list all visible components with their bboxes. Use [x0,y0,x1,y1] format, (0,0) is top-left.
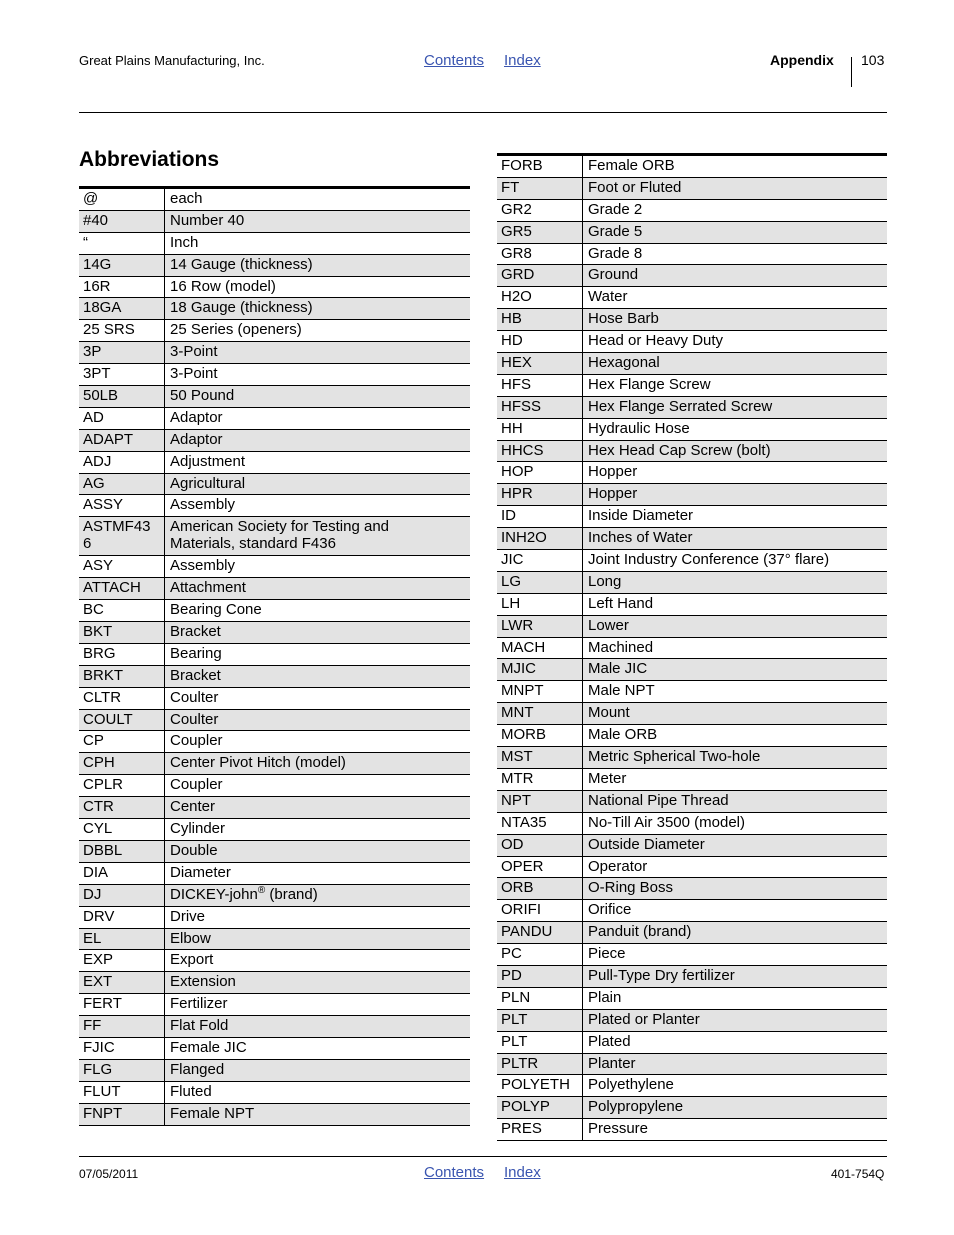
abbreviation-meaning: Plated [588,1032,631,1050]
table-row [497,1097,887,1119]
table-row [79,841,470,863]
header-rule [79,112,887,113]
table-row [497,638,887,660]
contents-link[interactable]: Contents [424,52,485,69]
abbreviation-code: FT [497,178,583,199]
abbreviation-meaning: Polyethylene [588,1076,674,1094]
abbreviation-meaning: Female NPT [170,1104,255,1122]
table-row [497,244,887,266]
table-row [497,791,887,813]
abbreviation-code: LG [497,572,583,593]
table-row [79,1038,470,1060]
abbreviation-meaning: National Pipe Thread [588,791,729,809]
abbreviation-meaning: Ground [588,266,639,284]
abbreviation-meaning: No-Till Air 3500 (model) [588,813,745,831]
abbreviation-code: AD [79,408,165,429]
abbreviation-meaning: O-Ring Boss [588,879,674,897]
table-row [79,1082,470,1104]
abbreviation-code: MTR [497,769,583,790]
abbreviation-code: DBBL [79,841,165,862]
abbreviation-meaning: Orifice [588,901,632,919]
table-row [79,950,470,972]
abbreviation-code: ORB [497,878,583,899]
abbreviation-meaning: Grade 8 [588,244,643,262]
abbreviation-code: ASTMF43 6 [79,517,165,555]
abbreviation-code: PRES [497,1119,583,1140]
table-row [79,994,470,1016]
abbreviation-code: MST [497,747,583,768]
table-row [79,600,470,622]
table-row [79,819,470,841]
abbreviation-meaning: Operator [588,857,648,875]
abbreviation-meaning: Water [588,288,628,306]
abbreviation-code: FLUT [79,1082,165,1103]
footer-date: 07/05/2011 [79,1167,139,1181]
table-row [497,397,887,419]
abbreviation-meaning: Bracket [170,666,221,684]
abbreviation-meaning: Male JIC [588,660,648,678]
table-row [497,703,887,725]
abbreviation-meaning: Hex Head Cap Screw (bolt) [588,441,771,459]
table-row [497,1075,887,1097]
table-row [79,972,470,994]
abbreviation-meaning: Hex Flange Serrated Screw [588,397,773,415]
abbreviation-code: FLG [79,1060,165,1081]
abbreviation-meaning: 25 Series (openers) [170,321,302,339]
abbreviation-meaning: Female ORB [588,157,675,174]
header-divider [851,57,852,87]
abbreviation-code: 18GA [79,298,165,319]
abbreviation-code: GR2 [497,200,583,221]
abbreviation-code: MACH [497,638,583,659]
abbreviation-code: CPLR [79,775,165,796]
abbreviation-meaning: Foot or Fluted [588,178,682,196]
abbreviation-code: PLT [497,1032,583,1053]
abbreviation-code: 25 SRS [79,320,165,341]
abbreviation-meaning: Meter [588,769,627,787]
abbreviation-code: ATTACH [79,578,165,599]
table-row [79,386,470,408]
abbreviation-meaning: Hexagonal [588,354,660,372]
abbreviation-meaning: Coulter [170,710,219,728]
abbreviation-meaning: Flat Fold [170,1017,229,1035]
abbreviation-meaning: Double [170,841,218,859]
table-row [497,506,887,528]
abbreviation-code: ADJ [79,452,165,473]
table-row [497,353,887,375]
company-name: Great Plains Manufacturing, Inc. [79,53,265,68]
table-row [79,430,470,452]
abbreviation-meaning: Export [170,951,214,969]
abbreviation-meaning: Long [588,572,622,590]
abbreviation-meaning: Hopper [588,485,638,503]
table-row [497,528,887,550]
abbreviation-code: 16R [79,277,165,298]
abbreviation-meaning: 16 Row (model) [170,277,276,295]
abbreviation-code: HD [497,331,583,352]
abbreviation-meaning: Hose Barb [588,310,659,328]
abbreviation-meaning: American Society for Testing and Materials, standard F436 [170,518,390,553]
abbreviation-code: BKT [79,622,165,643]
table-row [497,944,887,966]
table-row [79,753,470,775]
abbreviation-code: HB [497,309,583,330]
meaning-text: DICKEY-john [170,885,258,903]
abbreviation-meaning: Inches of Water [588,529,693,547]
table-row [497,922,887,944]
footer-contents-link[interactable]: Contents [424,1164,485,1181]
abbreviation-meaning: Inside Diameter [588,507,694,525]
abbreviation-code: PC [497,944,583,965]
abbreviation-code: PLTR [497,1054,583,1075]
abbreviation-code: HHCS [497,441,583,462]
table-row [497,484,887,506]
table-row [497,966,887,988]
table-row [79,233,470,255]
table-row [79,320,470,342]
abbreviation-code: NTA35 [497,813,583,834]
table-row [497,857,887,879]
abbreviation-meaning: Female JIC [170,1038,247,1056]
abbreviation-meaning: Flanged [170,1060,225,1078]
abbreviation-meaning: Coulter [170,688,219,706]
footer-index-link[interactable]: Index [504,1164,541,1181]
abbreviation-code: FJIC [79,1038,165,1059]
abbreviation-code: HFS [497,375,583,396]
abbreviation-meaning: Planter [588,1054,636,1072]
table-row [497,769,887,791]
table-row [79,364,470,386]
table-row [79,298,470,320]
abbreviation-meaning: Joint Industry Conference (37° flare) [588,551,830,569]
abbreviation-meaning: Assembly [170,557,236,575]
table-row [497,309,887,331]
abbreviation-meaning: Assembly [170,496,236,514]
table-row [497,988,887,1010]
abbreviation-code: CTR [79,797,165,818]
abbreviation-meaning: Cylinder [170,820,226,838]
table-row [79,797,470,819]
table-row [497,594,887,616]
table-row [497,878,887,900]
meaning-suffix: (brand) [265,885,318,903]
table-row [79,929,470,951]
table-row [497,616,887,638]
abbreviation-code: CLTR [79,688,165,709]
abbreviation-code: ASSY [79,495,165,516]
abbreviation-meaning: Grade 2 [588,200,643,218]
abbreviation-code: MJIC [497,659,583,680]
table-row [497,265,887,287]
abbreviation-code: OD [497,835,583,856]
table-row [497,572,887,594]
abbreviation-meaning: Bracket [170,623,221,641]
table-row [497,222,887,244]
abbreviation-meaning: Fluted [170,1082,212,1100]
table-row [79,578,470,600]
abbreviation-meaning: Attachment [170,579,246,597]
abbreviation-code: LH [497,594,583,615]
section-title: Appendix [770,52,834,68]
abbreviation-meaning: Center Pivot Hitch (model) [170,754,346,772]
table-row [79,211,470,233]
abbreviation-code: CPH [79,753,165,774]
abbreviation-meaning: 18 Gauge (thickness) [170,299,313,317]
abbreviation-meaning: Pull-Type Dry fertilizer [588,966,735,984]
abbreviation-code: LWR [497,616,583,637]
table-row [497,178,887,200]
abbreviation-code: PLN [497,988,583,1009]
table-row [497,681,887,703]
abbreviations-table-right [497,153,887,1141]
table-row [497,659,887,681]
abbreviation-code: DRV [79,907,165,928]
table-row [79,863,470,885]
table-row [79,622,470,644]
abbreviation-code: #40 [79,211,165,232]
abbreviation-code: HFSS [497,397,583,418]
abbreviation-meaning: Extension [170,973,236,991]
abbreviation-meaning: Machined [588,638,654,656]
table-row [497,462,887,484]
abbreviation-code: EXT [79,972,165,993]
abbreviation-code: PLT [497,1010,583,1031]
abbreviation-meaning: Piece [588,945,626,963]
table-row [79,775,470,797]
table-row [79,731,470,753]
index-link[interactable]: Index [504,52,541,69]
abbreviation-code: EXP [79,950,165,971]
abbreviation-code: PANDU [497,922,583,943]
abbreviation-meaning: Head or Heavy Duty [588,332,724,350]
abbreviation-code: POLYETH [497,1075,583,1096]
abbreviation-code: ADAPT [79,430,165,451]
abbreviation-meaning: Male ORB [588,726,658,744]
abbreviation-code: POLYP [497,1097,583,1118]
registered-mark: ® [257,884,266,896]
abbreviation-code: FNPT [79,1104,165,1125]
abbreviation-code: GR8 [497,244,583,265]
abbreviation-code: ORIFI [497,900,583,921]
abbreviation-code: CP [79,731,165,752]
abbreviation-code: DJ [79,885,165,906]
table-row [79,688,470,710]
abbreviation-meaning: 3-Point [170,365,218,383]
abbreviation-meaning: Metric Spherical Two-hole [588,748,761,766]
abbreviation-code: H2O [497,287,583,308]
abbreviation-meaning: Inch [170,233,199,251]
table-row [79,517,470,556]
abbreviation-meaning: Agricultural [170,474,246,492]
table-row [79,1016,470,1038]
abbreviation-code: PD [497,966,583,987]
table-row [79,556,470,578]
table-row [79,1104,470,1126]
page-number: 103 [861,52,885,68]
table-row [79,1060,470,1082]
table-row [497,331,887,353]
table-row [79,189,470,211]
table-row [79,710,470,732]
abbreviation-code: 3PT [79,364,165,385]
table-row [497,725,887,747]
abbreviation-code: 14G [79,255,165,276]
abbreviation-code: BC [79,600,165,621]
abbreviation-code: HEX [497,353,583,374]
table-row [497,156,887,178]
table-row [497,1054,887,1076]
abbreviation-code: CYL [79,819,165,840]
table-row [497,419,887,441]
table-row [497,550,887,572]
abbreviation-meaning: Polypropylene [588,1098,684,1116]
abbreviation-meaning: Bearing [170,644,222,662]
table-row [497,1010,887,1032]
abbreviation-code: DIA [79,863,165,884]
abbreviation-code: 3P [79,342,165,363]
abbreviation-code: OPER [497,857,583,878]
abbreviation-meaning: Coupler [170,732,223,750]
abbreviation-code: BRKT [79,666,165,687]
footer-rule [79,1156,887,1157]
table-row [497,835,887,857]
abbreviation-meaning: Panduit (brand) [588,923,692,941]
abbreviation-meaning: Adaptor [170,430,223,448]
abbreviation-meaning: Hydraulic Hose [588,419,690,437]
abbreviation-code: FERT [79,994,165,1015]
abbreviation-meaning: Male NPT [588,682,655,700]
abbreviation-code: “ [79,233,165,254]
abbreviation-meaning: Lower [588,616,629,634]
abbreviation-code: GR5 [497,222,583,243]
abbreviation-code: NPT [497,791,583,812]
abbreviation-code: COULT [79,710,165,731]
table-row [79,885,470,907]
table-row [79,408,470,430]
abbreviation-code: MORB [497,725,583,746]
table-row [497,900,887,922]
table-row [79,666,470,688]
abbreviation-code: ID [497,506,583,527]
abbreviation-code: MNT [497,703,583,724]
abbreviation-meaning: Fertilizer [170,995,228,1013]
table-row [497,375,887,397]
table-row [497,441,887,463]
abbreviation-code: 50LB [79,386,165,407]
abbreviation-code: JIC [497,550,583,571]
abbreviation-code: HH [497,419,583,440]
abbreviations-table-left [79,186,470,1126]
abbreviation-meaning: each [170,190,203,207]
abbreviation-code: BRG [79,644,165,665]
table-row [497,287,887,309]
table-row [79,255,470,277]
abbreviation-meaning: 50 Pound [170,387,235,405]
table-row [79,495,470,517]
abbreviation-code: GRD [497,265,583,286]
abbreviation-meaning: Adaptor [170,408,223,426]
table-row [79,277,470,299]
table-row [497,747,887,769]
abbreviation-code: AG [79,474,165,495]
table-row [497,1119,887,1141]
abbreviation-meaning: Left Hand [588,594,654,612]
abbreviation-meaning: Pressure [588,1120,649,1138]
abbreviation-code: FF [79,1016,165,1037]
abbreviation-meaning: Grade 5 [588,222,643,240]
abbreviation-meaning: Hopper [588,463,638,481]
table-row [79,452,470,474]
abbreviation-meaning: Diameter [170,863,231,881]
abbreviation-code: INH2O [497,528,583,549]
table-row [79,342,470,364]
abbreviation-code: HPR [497,484,583,505]
abbreviation-code: HOP [497,462,583,483]
abbreviation-meaning: Center [170,798,216,816]
table-row [79,644,470,666]
abbreviation-code: EL [79,929,165,950]
abbreviation-meaning: Coupler [170,776,223,794]
abbreviation-meaning: Outside Diameter [588,835,705,853]
page-title: Abbreviations [79,148,220,171]
abbreviation-meaning: Elbow [170,929,211,947]
table-row [79,474,470,496]
abbreviation-code: @ [79,189,165,210]
abbreviation-meaning: Hex Flange Screw [588,375,711,393]
table-row [497,1032,887,1054]
abbreviation-code: ASY [79,556,165,577]
abbreviation-meaning: Plain [588,988,622,1006]
abbreviation-meaning: Adjustment [170,452,246,470]
abbreviation-meaning: Bearing Cone [170,601,262,619]
table-row [79,907,470,929]
abbreviation-code: MNPT [497,681,583,702]
document-number: 401-754Q [831,1167,885,1181]
abbreviation-meaning: 14 Gauge (thickness) [170,255,313,273]
abbreviation-meaning: Number 40 [170,211,245,229]
table-row [497,813,887,835]
abbreviation-meaning: 3-Point [170,343,218,361]
abbreviation-code: FORB [497,156,583,177]
abbreviation-meaning: Plated or Planter [588,1010,700,1028]
abbreviation-meaning: Drive [170,907,206,925]
abbreviation-meaning: Mount [588,704,630,722]
table-row [497,200,887,222]
abbreviation-meaning [165,885,323,906]
